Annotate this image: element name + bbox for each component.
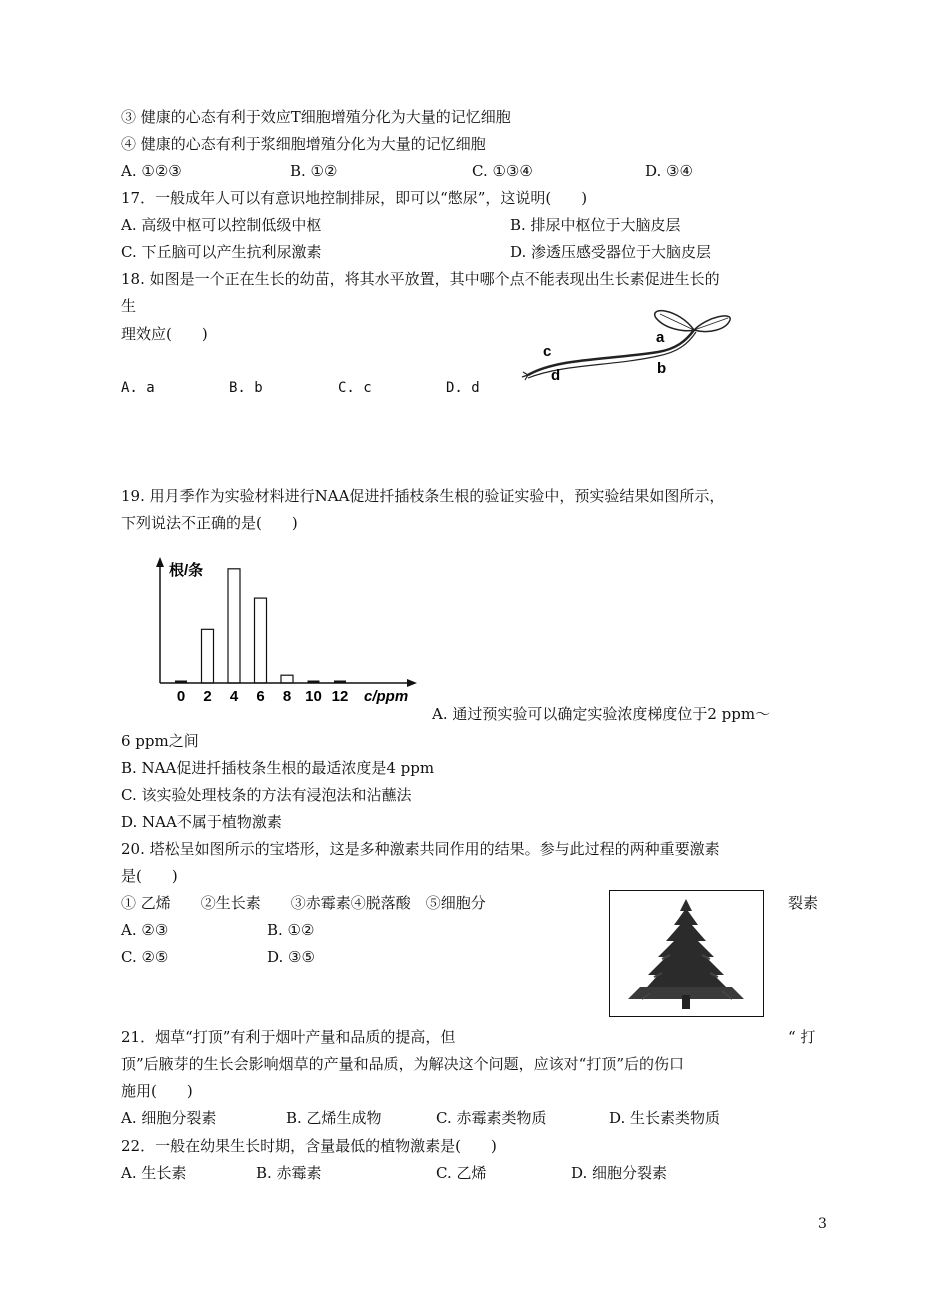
y-axis-label: 根/条 bbox=[169, 562, 204, 579]
q18-option-d: D. d bbox=[446, 380, 480, 396]
label-c: c bbox=[543, 343, 552, 360]
tick-label-4: 4 bbox=[229, 688, 239, 705]
tick-label-10: 10 bbox=[305, 688, 322, 705]
bar-6 bbox=[255, 598, 267, 683]
q19-option-a-cont: 6 ppm之间 bbox=[121, 732, 199, 750]
tick-label-2: 2 bbox=[203, 688, 212, 705]
question-18-cont: 理效应( ) bbox=[121, 325, 208, 343]
x-axis-label: c/ppm bbox=[364, 688, 409, 705]
q22-option-b: B. 赤霉素 bbox=[256, 1164, 322, 1182]
q18-option-a: A. a bbox=[121, 380, 155, 396]
q21-option-c: C. 赤霉素类物质 bbox=[436, 1109, 547, 1127]
q17-option-c: C. 下丘脑可以产生抗利尿激素 bbox=[121, 243, 322, 261]
q22-option-a: A. 生长素 bbox=[121, 1164, 187, 1182]
y-axis-arrow bbox=[156, 557, 164, 567]
pine-tree-figure bbox=[609, 890, 764, 1017]
question-18-wrap: 生 bbox=[121, 297, 137, 315]
q20-option-c: C. ②⑤ bbox=[121, 948, 169, 966]
q16-option-b: B. ①② bbox=[290, 162, 338, 180]
question-20-choices-tail: 裂素 bbox=[788, 894, 819, 912]
question-21: 21．烟草“打顶”有利于烟叶产量和品质的提高，但 bbox=[121, 1028, 456, 1046]
label-b: b bbox=[657, 360, 667, 377]
q19-option-b: B. NAA促进扦插枝条生根的最适浓度是4 ppm bbox=[121, 759, 435, 777]
q19-option-a: A. 通过预实验可以确定实验浓度梯度位于2 ppm～ bbox=[432, 705, 771, 723]
bar-chart bbox=[145, 553, 420, 713]
question-19: 19. 用月季作为实验材料进行NAA促进扦插枝条生根的验证实验中，预实验结果如图所示， bbox=[121, 487, 725, 505]
q18-option-b: B. b bbox=[229, 380, 263, 396]
q16-option-c: C. ①③④ bbox=[472, 162, 533, 180]
q18-option-c: C. c bbox=[338, 380, 372, 396]
question-20-choices: ① 乙烯 ②生长素 ③赤霉素④脱落酸 ⑤细胞分 bbox=[121, 894, 486, 912]
q21-option-a: A. 细胞分裂素 bbox=[121, 1109, 217, 1127]
q22-option-c: C. 乙烯 bbox=[436, 1164, 487, 1182]
question-20: 20. 塔松呈如图所示的宝塔形，这是多种激素共同作用的结果。参与此过程的两种重要激素 bbox=[121, 840, 720, 858]
q20-option-a: A. ②③ bbox=[121, 921, 169, 939]
label-a: a bbox=[656, 329, 665, 346]
q16-option-d: D. ③④ bbox=[645, 162, 693, 180]
bar-8 bbox=[281, 675, 293, 683]
q21-option-d: D. 生长素类物质 bbox=[609, 1109, 721, 1127]
q19-option-d: D. NAA不属于植物激素 bbox=[121, 813, 282, 831]
q17-option-a: A. 高级中枢可以控制低级中枢 bbox=[121, 216, 322, 234]
tick-label-12: 12 bbox=[331, 688, 349, 705]
question-21-cont: 顶”后腋芽的生长会影响烟草的产量和品质，为解决这个问题，应该对“打顶”后的伤口 bbox=[121, 1055, 685, 1073]
question-18: 18. 如图是一个正在生长的幼苗，将其水平放置，其中哪个点不能表现出生长素促进生长的 bbox=[121, 270, 720, 288]
q20-option-b: B. ①② bbox=[267, 921, 315, 939]
q19-option-c: C. 该实验处理枝条的方法有浸泡法和沾蘸法 bbox=[121, 786, 412, 804]
question-22: 22．一般在幼果生长时期，含量最低的植物激素是( ) bbox=[121, 1137, 497, 1155]
tick-label-8: 8 bbox=[282, 688, 292, 705]
q17-option-b: B. 排尿中枢位于大脑皮层 bbox=[510, 216, 681, 234]
bar-2 bbox=[202, 629, 214, 683]
q20-option-d: D. ③⑤ bbox=[267, 948, 315, 966]
question-21-tail: “ 打 bbox=[788, 1028, 816, 1046]
x-axis-arrow bbox=[407, 679, 417, 687]
question-20-cont: 是( ) bbox=[121, 867, 178, 885]
label-d: d bbox=[551, 367, 561, 383]
question-21-cont2: 施用( ) bbox=[121, 1082, 193, 1100]
tick-label-6: 6 bbox=[256, 688, 265, 705]
q21-option-b: B. 乙烯生成物 bbox=[286, 1109, 382, 1127]
seedling-figure bbox=[518, 308, 748, 383]
q17-option-d: D. 渗透压感受器位于大脑皮层 bbox=[510, 243, 712, 261]
question-17: 17．一般成年人可以有意识地控制排尿，即可以“憋尿”，这说明( ) bbox=[121, 189, 588, 207]
statement-4: ④ 健康的心态有利于浆细胞增殖分化为大量的记忆细胞 bbox=[121, 135, 486, 153]
bar-4 bbox=[228, 569, 240, 683]
q16-option-a: A. ①②③ bbox=[121, 162, 182, 180]
question-19-cont: 下列说法不正确的是( ) bbox=[121, 514, 298, 532]
tick-label-0: 0 bbox=[176, 688, 186, 705]
q22-option-d: D. 细胞分裂素 bbox=[571, 1164, 668, 1182]
page-number: 3 bbox=[818, 1216, 827, 1232]
statement-3: ③ 健康的心态有利于效应T细胞增殖分化为大量的记忆细胞 bbox=[121, 108, 511, 126]
